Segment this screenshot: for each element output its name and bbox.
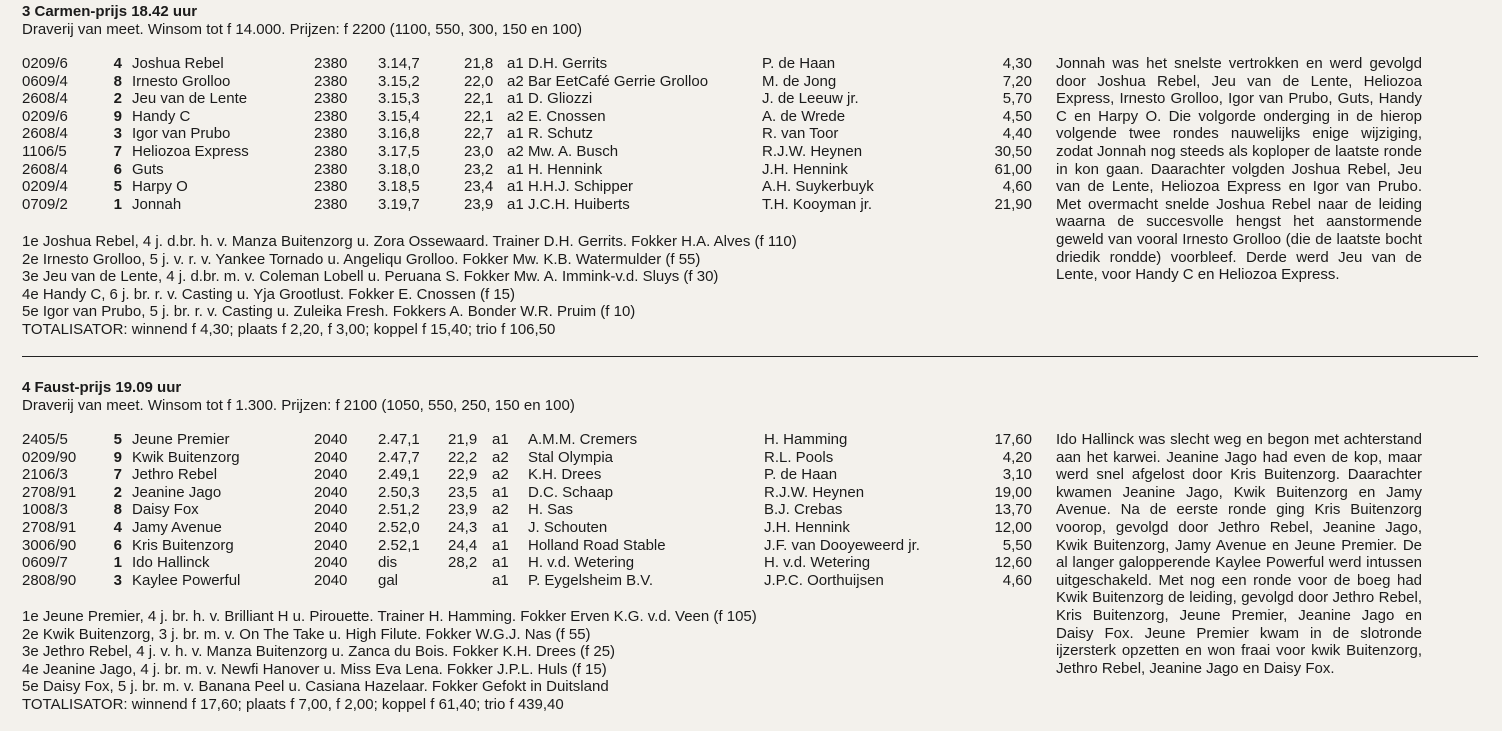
driver-name: J.F. van Dooyeweerd jr. xyxy=(764,536,920,554)
km-time: 24,3 xyxy=(448,518,478,536)
start-date: 2405/5 xyxy=(22,431,68,448)
trainer-name: H. v.d. Wetering xyxy=(528,554,635,572)
odds: 7,20 xyxy=(1002,72,1032,90)
pedigree-line: 2e Kwik Buitenzorg, 3 j. br. m. v. On The Take u. High Filute. Fokker W.G.J. Nas (f 55) xyxy=(22,625,591,643)
start-code: a1 xyxy=(492,571,509,589)
table-row xyxy=(22,519,1032,537)
distance: 2380 xyxy=(314,195,348,213)
horse-name: Jethro Rebel xyxy=(132,466,218,484)
finish-time: dis xyxy=(378,554,398,572)
race-subtitle: Draverij van meet. Winsom tot f 14.000. Prijzen: f 2200 (1100, 550, 300, 150 en 100) xyxy=(22,21,583,38)
horse-name: Heliozoa Express xyxy=(132,142,249,160)
horse-name: Handy C xyxy=(132,107,191,125)
trainer-name: R. Schutz xyxy=(528,125,594,143)
distance: 2380 xyxy=(314,90,348,108)
totalisator-line: TOTALISATOR: winnend f 17,60; plaats f 7,00, f 2,00; koppel f 61,40; trio f 439,40 xyxy=(22,695,564,713)
start-date: 2608/4 xyxy=(22,125,68,143)
odds: 4,20 xyxy=(1002,448,1032,466)
km-time: 22,1 xyxy=(464,90,494,108)
odds: 21,90 xyxy=(994,195,1032,213)
table-row xyxy=(22,90,1032,108)
distance: 2380 xyxy=(314,55,348,72)
trainer-name: D.H. Gerrits xyxy=(528,55,608,72)
driver-name: H. v.d. Wetering xyxy=(764,554,871,572)
trainer-name: E. Cnossen xyxy=(528,107,606,125)
distance: 2040 xyxy=(314,448,348,466)
start-date: 0209/6 xyxy=(22,107,68,125)
start-date: 0609/7 xyxy=(22,554,68,572)
table-row xyxy=(22,554,1032,572)
start-date: 2106/3 xyxy=(22,466,68,484)
start-code: a1 xyxy=(507,178,524,196)
start-date: 0209/90 xyxy=(22,448,77,466)
odds: 13,70 xyxy=(994,501,1032,519)
start-code: a2 xyxy=(492,501,509,519)
pedigree-line: 3e Jeu van de Lente, 4 j. d.br. m. v. Coleman Lobell u. Peruana S. Fokker Mw. A. Immink-v.d. Sluys (f 30) xyxy=(22,268,719,286)
start-number: 6 xyxy=(113,160,122,178)
table-row xyxy=(22,537,1032,555)
start-date: 0209/4 xyxy=(22,178,68,196)
pedigree-line: 2e Irnesto Grolloo, 5 j. v. r. v. Yankee Tornado u. Angeliqu Grolloo. Fokker Mw. K.B. Watermulder (f 55) xyxy=(22,250,701,268)
pedigree-line: 3e Jethro Rebel, 4 j. v. h. v. Manza Buitenzorg u. Zanca du Bois. Fokker K.H. Drees (f 25) xyxy=(22,643,616,661)
driver-name: J. de Leeuw jr. xyxy=(762,90,859,108)
start-number: 1 xyxy=(113,554,122,572)
odds: 5,70 xyxy=(1002,90,1032,108)
table-row xyxy=(22,161,1032,179)
results-table xyxy=(22,431,1032,589)
finish-time: 3.15,4 xyxy=(378,107,420,125)
finish-time: 2.49,1 xyxy=(378,466,420,484)
finish-time: 2.51,2 xyxy=(378,501,420,519)
horse-name: Harpy O xyxy=(132,178,188,196)
driver-name: M. de Jong xyxy=(762,72,837,90)
table-row xyxy=(22,449,1032,467)
trainer-name: Mw. A. Busch xyxy=(528,142,619,160)
distance: 2040 xyxy=(314,518,348,536)
distance: 2040 xyxy=(314,571,348,589)
race-section-faust xyxy=(22,379,1482,713)
horse-name: Jamy Avenue xyxy=(132,518,222,536)
totalisator-line: TOTALISATOR: winnend f 4,30; plaats f 2,20, f 3,00; koppel f 15,40; trio f 106,50 xyxy=(22,320,556,338)
pedigree-line: 4e Jeanine Jago, 4 j. br. m. v. Newfi Hanover u. Miss Eva Lena. Fokker J.P.L. Huls (f 15) xyxy=(22,660,607,678)
finish-time: 2.50,3 xyxy=(378,483,420,501)
km-time: 22,0 xyxy=(464,72,494,90)
km-time: 21,9 xyxy=(448,431,478,448)
finish-time: 3.19,7 xyxy=(378,195,420,213)
start-number: 9 xyxy=(113,107,122,125)
start-code: a2 xyxy=(492,448,509,466)
finish-time: 2.47,7 xyxy=(378,448,420,466)
start-date: 0609/4 xyxy=(22,72,68,90)
horse-name: Jeu van de Lente xyxy=(132,90,248,108)
start-date: 0709/2 xyxy=(22,195,68,213)
start-date: 2608/4 xyxy=(22,160,68,178)
start-code: a2 xyxy=(507,72,524,90)
odds: 4,60 xyxy=(1002,571,1032,589)
horse-name: Jonnah xyxy=(132,195,182,213)
trainer-name: P. Eygelsheim B.V. xyxy=(528,571,654,589)
km-time: 21,8 xyxy=(464,55,494,72)
pedigree-line: 4e Handy C, 6 j. br. r. v. Casting u. Yja Grootlust. Fokker E. Cnossen (f 15) xyxy=(22,285,515,303)
km-time: 23,2 xyxy=(464,160,494,178)
start-date: 1008/3 xyxy=(22,501,68,519)
table-row xyxy=(22,484,1032,502)
finish-time: 3.18,0 xyxy=(378,160,420,178)
distance: 2380 xyxy=(314,72,348,90)
start-number: 6 xyxy=(113,536,122,554)
start-code: a1 xyxy=(507,160,524,178)
driver-name: P. de Haan xyxy=(764,466,838,484)
horse-name: Kwik Buitenzorg xyxy=(132,448,240,466)
horse-name: Guts xyxy=(132,160,164,178)
trainer-name: Bar EetCafé Gerrie Grolloo xyxy=(528,72,709,90)
table-row xyxy=(22,55,1032,73)
pedigree-line: 1e Joshua Rebel, 4 j. d.br. h. v. Manza Buitenzorg u. Zora Ossewaard. Trainer D.H. Gerrits. Fokker H.A. Alves (f 110) xyxy=(22,233,797,250)
start-code: a2 xyxy=(507,142,524,160)
horse-name: Igor van Prubo xyxy=(132,125,231,143)
trainer-name: H. Sas xyxy=(528,501,574,519)
start-date: 1106/5 xyxy=(22,142,67,160)
trainer-name: J.C.H. Huiberts xyxy=(528,195,630,213)
start-number: 2 xyxy=(113,483,122,501)
finish-time: 2.52,0 xyxy=(378,518,420,536)
distance: 2380 xyxy=(314,178,348,196)
pedigree-list xyxy=(22,608,1032,714)
finish-time: 3.17,5 xyxy=(378,142,420,160)
start-code: a1 xyxy=(507,90,524,108)
driver-name: A.H. Suykerbuyk xyxy=(762,178,874,196)
trainer-name: H. Hennink xyxy=(528,160,603,178)
horse-name: Daisy Fox xyxy=(132,501,199,519)
km-time: 24,4 xyxy=(448,536,478,554)
start-code: a2 xyxy=(492,466,509,484)
odds: 4,50 xyxy=(1002,107,1032,125)
finish-time: 2.47,1 xyxy=(378,431,420,448)
km-time: 22,7 xyxy=(464,125,494,143)
finish-time: 2.52,1 xyxy=(378,536,420,554)
start-number: 3 xyxy=(113,571,122,589)
horse-name: Kaylee Powerful xyxy=(132,571,241,589)
trainer-name: K.H. Drees xyxy=(528,466,602,484)
km-time: 22,1 xyxy=(464,107,494,125)
race-title: 3 Carmen-prijs 18.42 uur xyxy=(22,3,198,20)
trainer-name: H.H.J. Schipper xyxy=(528,178,634,196)
table-row xyxy=(22,125,1032,143)
start-number: 1 xyxy=(113,195,122,213)
start-number: 5 xyxy=(113,178,122,196)
odds: 4,30 xyxy=(1002,55,1032,72)
odds: 19,00 xyxy=(994,483,1032,501)
table-row xyxy=(22,572,1032,590)
trainer-name: A.M.M. Cremers xyxy=(528,431,638,448)
finish-time: 3.18,5 xyxy=(378,178,420,196)
distance: 2380 xyxy=(314,160,348,178)
horse-name: Jeanine Jago xyxy=(132,483,222,501)
driver-name: A. de Wrede xyxy=(762,107,846,125)
start-date: 3006/90 xyxy=(22,536,77,554)
race-report: Jonnah was het snelste vertrokken en werd gevolgd door Joshua Rebel, Jeu van de Lente, Heliozoa Express, Irnesto Grolloo, Igor van Prubo, Guts, Handy C en Harpy O. Die volgorde onderging in de hierop volgende twee rondes nauwelijks enige wijziging, zodat Jonnah nog steeds als koploper de laatste ronde in kon gaan. Daarachter volgden Joshua Rebel, Jeu van de Lente, Heliozoa Express en Igor van Prubo. Met overmacht snelde Joshua Rebel naar de leiding waarna de succesvolle hengst het aanstormende geweld van vooral Irnesto Grolloo (die de laatste bocht driedik rondde) voorbleef. Derde werd Jeu van de Lente, voor Handy C en Heliozoa Express. xyxy=(1056,55,1422,284)
distance: 2040 xyxy=(314,431,348,448)
finish-time: 3.15,3 xyxy=(378,90,420,108)
driver-name: R.J.W. Heynen xyxy=(764,483,865,501)
pedigree-list xyxy=(22,233,1032,339)
km-time: 23,9 xyxy=(448,501,478,519)
start-date: 2708/91 xyxy=(22,518,77,536)
distance: 2380 xyxy=(314,142,348,160)
distance: 2380 xyxy=(314,107,348,125)
km-time: 22,9 xyxy=(448,466,478,484)
start-code: a1 xyxy=(492,431,509,448)
odds: 4,60 xyxy=(1002,178,1032,196)
driver-name: J.P.C. Oorthuijsen xyxy=(764,571,884,589)
horse-name: Irnesto Grolloo xyxy=(132,72,231,90)
km-time: 23,0 xyxy=(464,142,494,160)
distance: 2040 xyxy=(314,536,348,554)
table-row xyxy=(22,501,1032,519)
start-number: 4 xyxy=(113,55,122,72)
start-date: 2608/4 xyxy=(22,90,68,108)
driver-name: B.J. Crebas xyxy=(764,501,843,519)
trainer-name: Holland Road Stable xyxy=(528,536,666,554)
pedigree-line: 5e Daisy Fox, 5 j. br. m. v. Banana Peel u. Casiana Hazelaar. Fokker Gefokt in Duitsland xyxy=(22,678,609,696)
start-number: 7 xyxy=(113,466,122,484)
driver-name: R.L. Pools xyxy=(764,448,834,466)
odds: 5,50 xyxy=(1002,536,1032,554)
table-row xyxy=(22,108,1032,126)
pedigree-line: 5e Igor van Prubo, 5 j. br. r. v. Casting u. Zuleika Fresh. Fokkers A. Bonder W.R. Pruim (f 10) xyxy=(22,303,636,321)
table-row xyxy=(22,178,1032,196)
start-number: 7 xyxy=(113,142,122,160)
horse-name: Joshua Rebel xyxy=(132,55,224,72)
distance: 2380 xyxy=(314,125,348,143)
driver-name: T.H. Kooyman jr. xyxy=(762,195,873,213)
start-date: 2708/91 xyxy=(22,483,77,501)
table-row xyxy=(22,431,1032,449)
km-time: 22,2 xyxy=(448,448,478,466)
start-code: a1 xyxy=(507,125,524,143)
driver-name: J.H. Hennink xyxy=(764,518,850,536)
start-number: 3 xyxy=(113,125,122,143)
finish-time: 3.16,8 xyxy=(378,125,420,143)
distance: 2040 xyxy=(314,466,348,484)
driver-name: R.J.W. Heynen xyxy=(762,142,863,160)
start-number: 9 xyxy=(113,448,122,466)
km-time: 23,9 xyxy=(464,195,494,213)
trainer-name: J. Schouten xyxy=(528,518,608,536)
table-row xyxy=(22,466,1032,484)
start-code: a1 xyxy=(492,518,509,536)
race-title: 4 Faust-prijs 19.09 uur xyxy=(22,379,182,396)
pedigree-line: 1e Jeune Premier, 4 j. br. h. v. Brilliant H u. Pirouette. Trainer H. Hamming. Fokker Erven K.G. v.d. Veen (f 105) xyxy=(22,608,757,625)
trainer-name: D. Gliozzi xyxy=(528,90,593,108)
start-number: 4 xyxy=(113,518,122,536)
distance: 2040 xyxy=(314,483,348,501)
finish-time: 3.15,2 xyxy=(378,72,420,90)
race-report: Ido Hallinck was slecht weg en begon met achterstand aan het karwei. Jeanine Jago had even de kop, maar werd snel afgelost door Kris Buitenzorg. Daarachter kwamen Jeanine Jago, Kwik Buitenzorg en Jamy Avenue. Na de eerste ronde ging Kris Buitenzorg voorop, gevolgd door Jethro Rebel, Jeanine Jago, Kwik Buitenzorg, Jamy Avenue en Jeune Premier. De al langer galopperende Kaylee Powerful werd intussen uitgeschakeld. Met nog een ronde voor de boeg had Kwik Buitenzorg de leiding, gevolgd door Jethro Rebel, Kris Buitenzorg, Jeune Premier, Jeanine Jago en Daisy Fox. Jeune Premier kwam in de slotronde ijzersterk opzetten en won fraai voor kwik Buitenzorg, Jethro Rebel, Jeanine Jago en Daisy Fox. xyxy=(1056,431,1422,677)
driver-name: J.H. Hennink xyxy=(762,160,848,178)
distance: 2040 xyxy=(314,501,348,519)
odds: 12,00 xyxy=(994,518,1032,536)
start-code: a1 xyxy=(492,536,509,554)
horse-name: Ido Hallinck xyxy=(132,554,210,572)
race-subtitle: Draverij van meet. Winsom tot f 1.300. Prijzen: f 2100 (1050, 550, 250, 150 en 100) xyxy=(22,397,575,414)
table-row xyxy=(22,73,1032,91)
driver-name: P. de Haan xyxy=(762,55,836,72)
driver-name: R. van Toor xyxy=(762,125,839,143)
start-code: a1 xyxy=(507,55,524,72)
odds: 3,10 xyxy=(1002,466,1032,484)
trainer-name: D.C. Schaap xyxy=(528,483,614,501)
distance: 2040 xyxy=(314,554,348,572)
driver-name: H. Hamming xyxy=(764,431,848,448)
trainer-name: Stal Olympia xyxy=(528,448,614,466)
km-time: 23,5 xyxy=(448,483,478,501)
start-number: 8 xyxy=(113,72,122,90)
start-number: 2 xyxy=(113,90,122,108)
odds: 61,00 xyxy=(994,160,1032,178)
km-time: 28,2 xyxy=(448,554,478,572)
start-code: a2 xyxy=(507,107,524,125)
table-row xyxy=(22,196,1032,214)
horse-name: Kris Buitenzorg xyxy=(132,536,234,554)
finish-time: gal xyxy=(378,571,399,589)
results-table xyxy=(22,55,1032,213)
odds: 17,60 xyxy=(994,431,1032,448)
start-number: 8 xyxy=(113,501,122,519)
start-date: 0209/6 xyxy=(22,55,68,72)
race-section-carmen xyxy=(22,3,1482,338)
odds: 4,40 xyxy=(1002,125,1032,143)
start-number: 5 xyxy=(113,431,122,448)
section-divider xyxy=(22,356,1478,357)
horse-name: Jeune Premier xyxy=(132,431,230,448)
table-row xyxy=(22,143,1032,161)
start-date: 2808/90 xyxy=(22,571,77,589)
km-time: 23,4 xyxy=(464,178,494,196)
odds: 12,60 xyxy=(994,554,1032,572)
start-code: a1 xyxy=(492,554,509,572)
finish-time: 3.14,7 xyxy=(378,55,420,72)
start-code: a1 xyxy=(507,195,524,213)
start-code: a1 xyxy=(492,483,509,501)
odds: 30,50 xyxy=(994,142,1032,160)
